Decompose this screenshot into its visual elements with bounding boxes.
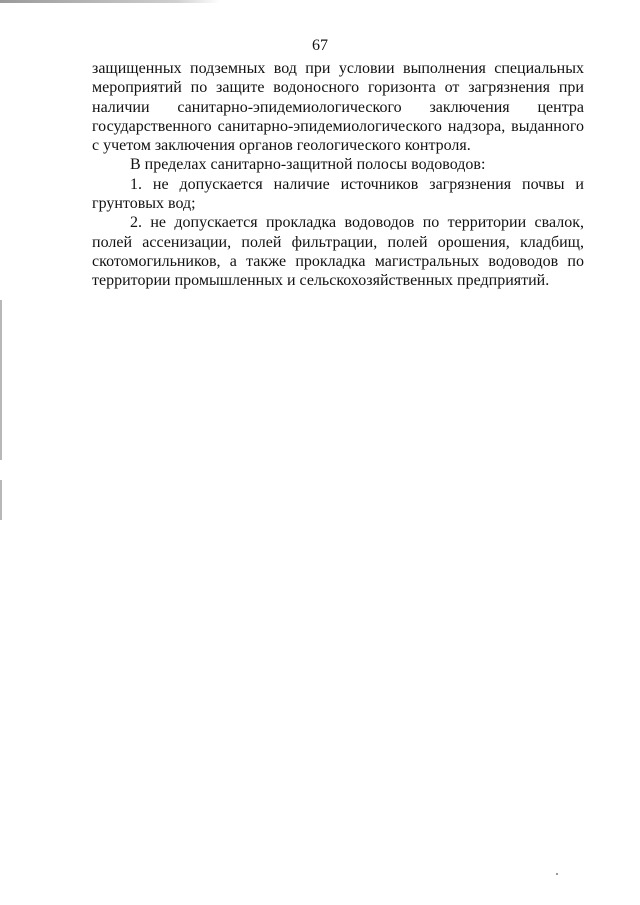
- page-number: 67: [312, 37, 328, 54]
- scan-dot-mark: [556, 873, 558, 875]
- paragraph-continuation: защищенных подземных вод при условии выполнения специальных мероприятий по защите водоносного горизонта от загрязнения при наличии санитарно-эпидемиологического заключения центра государственного санитарно-эпидемиологического надзора, выданного с учетом заключения органов геологического контроля.: [92, 60, 584, 155]
- scan-margin-mark: [0, 300, 2, 460]
- scan-edge-mark: [0, 0, 220, 3]
- paragraph-heading: В пределах санитарно-защитной полосы водоводов:: [130, 156, 486, 174]
- list-item-2: 2. не допускается прокладка водоводов по территории свалок, полей ассенизации, полей фильтрации, полей орошения, кладбищ, скотомогильников, а также прокладка магистральных водоводов по территории промышленных и сельскохозяйственных предприятий.: [92, 214, 584, 290]
- scan-margin-mark: [0, 480, 2, 520]
- document-body: [92, 59, 584, 291]
- list-item-1: 1. не допускается наличие источников загрязнения почвы и грунтовых вод;: [92, 175, 584, 213]
